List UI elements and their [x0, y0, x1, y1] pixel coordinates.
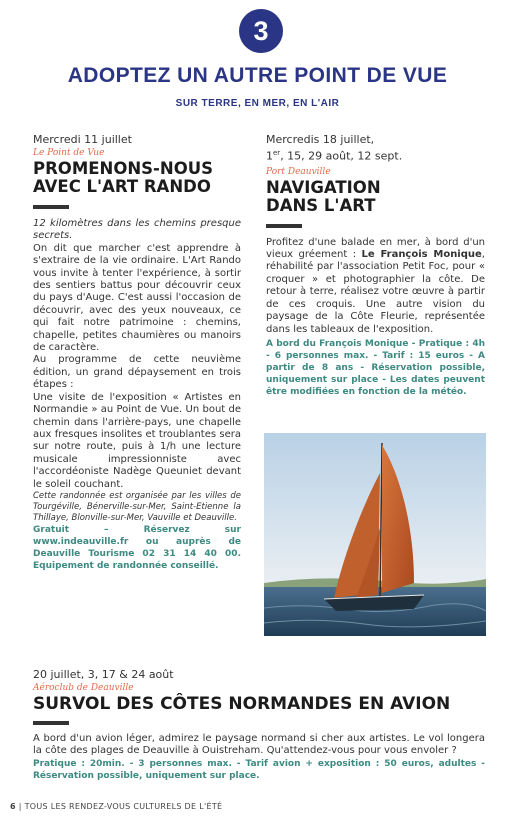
- left-place: Le Point de Vue: [33, 148, 105, 158]
- section-number-badge: 3: [239, 9, 283, 53]
- right-paragraph-1: [266, 237, 485, 336]
- bottom-divider: [33, 721, 69, 725]
- left-paragraph-1: On dit que marcher c'est apprendre à s'extraire de la vie ordinaire. L'Art Rando vous invite à tenter l'expérience, à sortir des sentiers battus pour découvrir ceux du pays d'Auge. C'est aussi l'occasion de découvrir, avec des yeux nouveaux, ce qui fait notre patrimoine : chemins, chapelle, petites chaumières ou manoirs de caractère.: [33, 242, 241, 354]
- footer-separator: |: [18, 802, 25, 811]
- right-body: [266, 237, 485, 398]
- left-heading-line1: PROMENONS-NOUS: [33, 159, 214, 178]
- left-note: Cette randonnée est organisée par les villes de Tourgéville, Bénerville-sur-Mer, Saint-Etienne la Thillaye, Blonville-sur-Mer, Vauville et Deauville.: [33, 490, 241, 523]
- page-title: ADOPTEZ UN AUTRE POINT DE VUE: [67, 64, 448, 87]
- sailboat-illustration: [264, 433, 486, 636]
- bottom-place: Aéroclub de Deauville: [33, 683, 134, 693]
- right-boat-name: Le François Monique: [361, 249, 482, 261]
- left-paragraph-2: Au programme de cette neuvième édition, un grand dépaysement en trois étapes :: [33, 354, 241, 391]
- left-article: [33, 133, 241, 572]
- right-heading-line1: NAVIGATION: [266, 177, 381, 197]
- page-subtitle: SUR TERRE, EN MER, EN L'AIR: [175, 98, 340, 109]
- page-footer: [10, 802, 222, 811]
- bottom-paragraph: A bord d'un avion léger, admirez le paysage normand si cher aux artistes. Le vol longera la côte des plages de Deauville à Ouistreham. Qu'attendez-vous pour vous envoler ?: [33, 733, 485, 757]
- right-date-rest: , 15, 29 août, 12 sept.: [280, 149, 403, 163]
- right-date-first: 1: [266, 149, 273, 163]
- page-number: 6: [10, 802, 16, 811]
- left-heading-line2: AVEC L'ART RANDO: [33, 177, 211, 196]
- bottom-practical-info: Pratique : 20min. - 3 personnes max. - Tarif avion + exposition : 50 euros, adultes - Réservation possible, uniquement sur place.: [33, 758, 485, 781]
- right-heading-line2: DANS L'ART: [266, 195, 376, 215]
- right-date-sup: er: [273, 149, 281, 157]
- bottom-date: 20 juillet, 3, 17 & 24 août: [33, 668, 174, 681]
- sailboat-photo: [264, 433, 486, 636]
- right-place: Port Deauville: [266, 166, 331, 177]
- right-article: [266, 133, 485, 398]
- left-intro: 12 kilomètres dans les chemins presque secrets.: [33, 218, 241, 242]
- left-date: Mercredi 11 juillet: [33, 133, 132, 146]
- right-p1-end: , réhabilité par l'association Petit Foc, pour « croquer » et photographier la côte. De retour à terre, réalisez votre œuvre à partir de ces croquis. Une autre vision du paysage de la Côte Fleurie, représentée dans les tableaux de l'exposition.: [266, 249, 485, 335]
- right-divider: [266, 224, 302, 228]
- left-divider: [33, 205, 69, 209]
- right-p1-start: Profitez d'une balade en mer, à bord d'un vieux gréement :: [266, 236, 485, 261]
- right-date-line2: [266, 149, 485, 163]
- footer-text: TOUS LES RENDEZ-VOUS CULTURELS DE L'ÉTÉ: [24, 802, 223, 811]
- bottom-heading: SURVOL DES CÔTES NORMANDES EN AVION: [33, 694, 451, 714]
- bottom-article: [33, 668, 485, 782]
- bottom-body: [33, 733, 485, 782]
- left-practical-info: Gratuit – Réservez sur www.indeauville.fr ou auprès de Deauville Tourisme 02 31 14 40 00. Equipement de randonnée conseillé.: [33, 524, 241, 571]
- left-paragraph-3: Une visite de l'exposition « Artistes en Normandie » au Point de Vue. Un bout de chemin dans l'arrière-pays, une chapelle aux fresques insolites et troublantes sera sur notre route, puis à 1/h une lecture musicale impressionniste avec l'accordéoniste Nadège Queuniet devant le soleil couchant.: [33, 391, 241, 490]
- right-practical-info: A bord du François Monique - Pratique : 4h - 6 personnes max. - Tarif : 15 euros - A partir de 8 ans - Réservation possible, uniquement sur place - Les dates peuvent être modifiées en fonction de la météo.: [266, 338, 485, 397]
- left-body: [33, 218, 241, 572]
- right-date-line1: Mercredis 18 juillet,: [266, 133, 375, 146]
